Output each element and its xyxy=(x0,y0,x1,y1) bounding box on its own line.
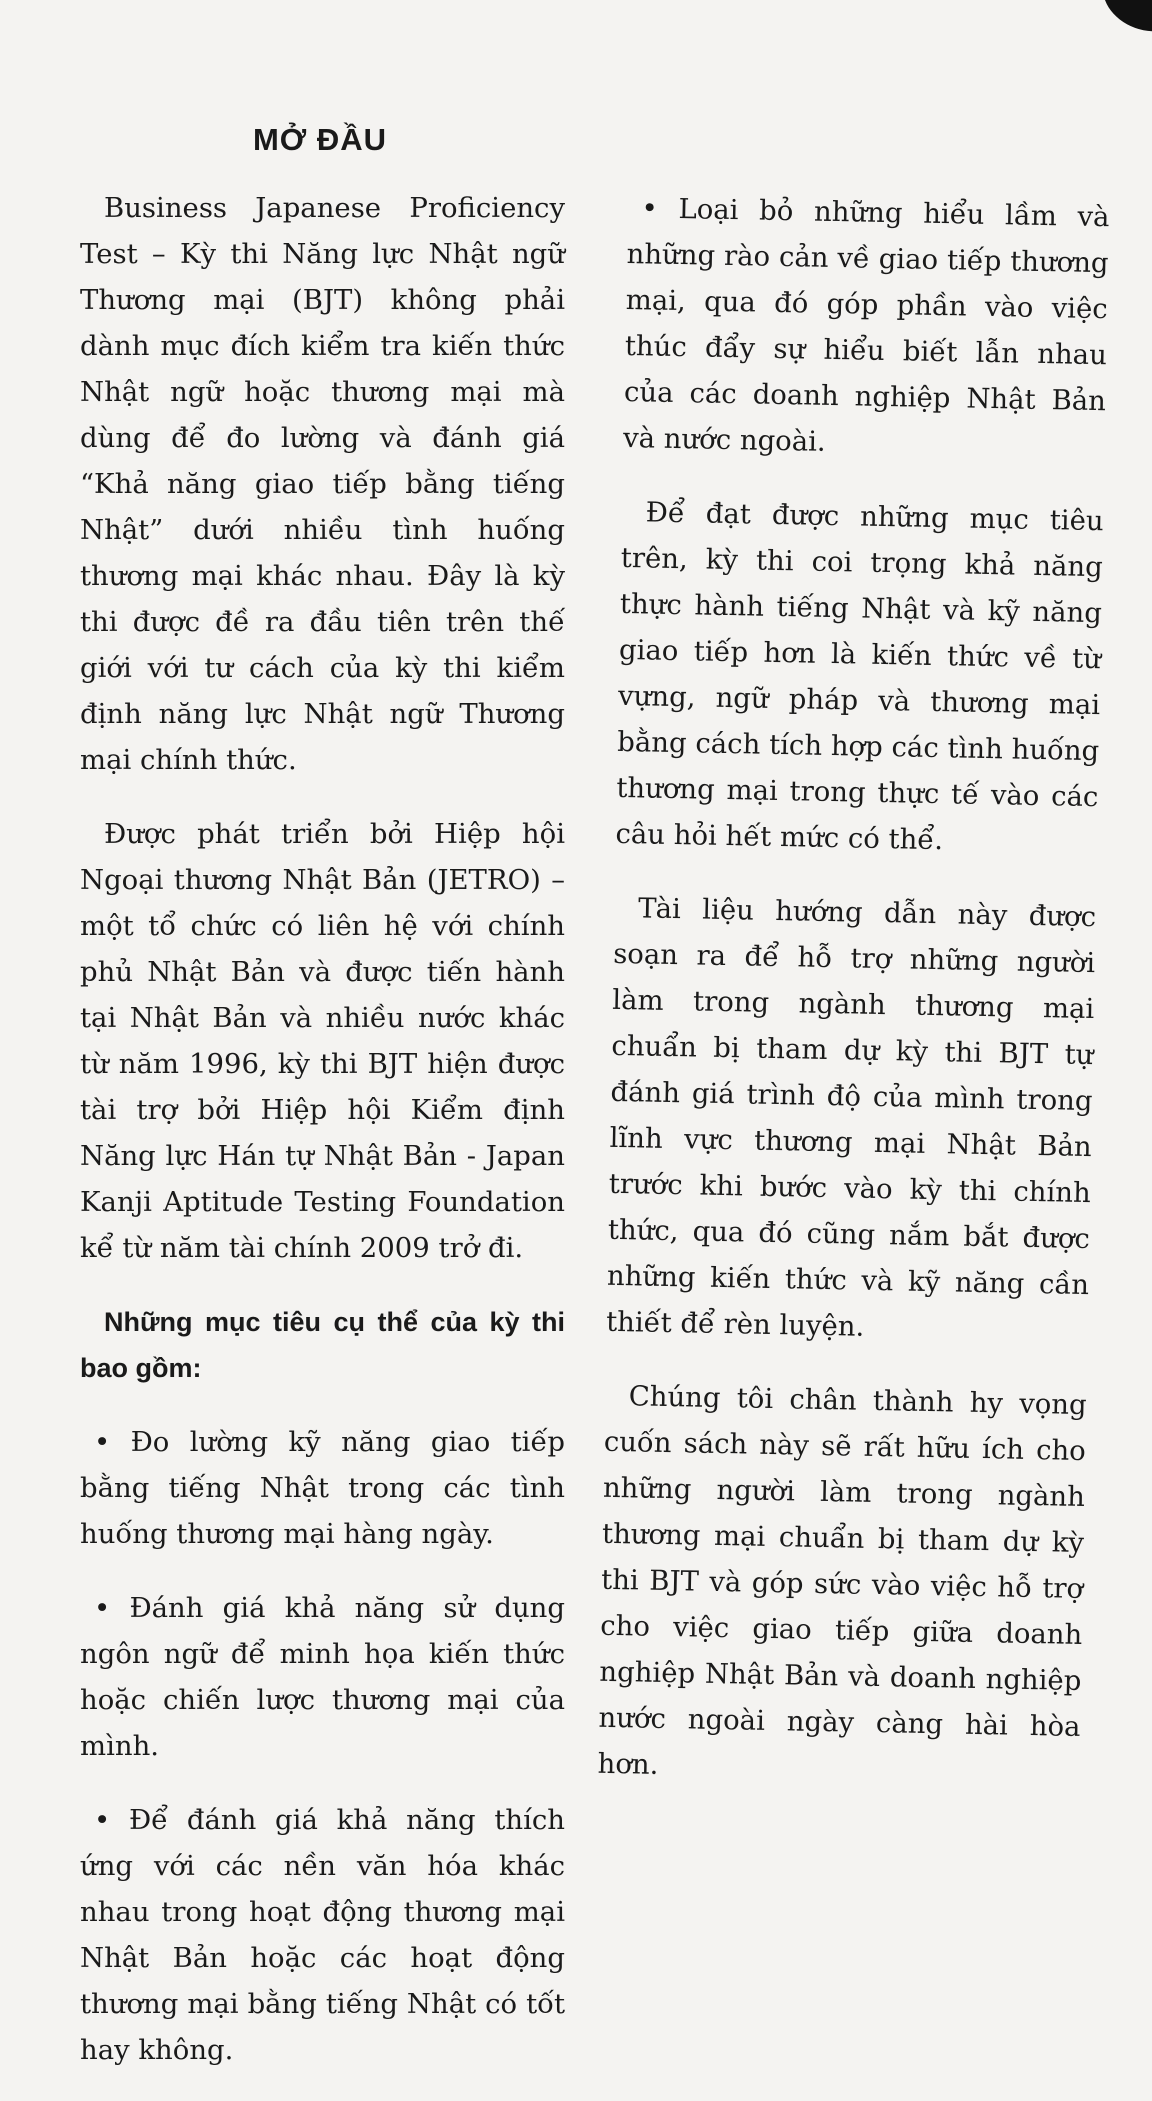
jetro-paragraph: Được phát triển bởi Hiệp hội Ngoại thương Nhật Bản (JETRO) – một tổ chức có liên hệ với chính phủ Nhật Bản và được tiến hành tại Nhật Bản và nhiều nước khác từ năm 1996, kỳ thi BJT hiện được tài trợ bởi Hiệp hội Kiểm định Năng lực Hán tự Nhật Bản - Japan Kanji Aptitude Testing Foundation kể từ năm tài chính 2009 trở đi. xyxy=(80,818,565,1264)
objective-item: • Để đánh giá khả năng thích ứng với các nền văn hóa khác nhau trong hoạt động thương mại Nhật Bản hoặc các hoạt động thương mại bằng tiếng Nhật có tốt hay không. xyxy=(80,1804,565,2066)
objectives-heading: Những mục tiêu cụ thể của kỳ thi bao gồm: xyxy=(80,1307,565,1383)
objective-item: • Loại bỏ những hiểu lầm và những rào cản về giao tiếp thương mại, qua đó góp phần vào việc thúc đẩy sự hiểu biết lẫn nhau của các doanh nghiệp Nhật Bản và nước ngoài. xyxy=(622,192,1110,458)
closing-paragraph: Chúng tôi chân thành hy vọng cuốn sách này sẽ rất hữu ích cho những người làm trong ngành thương mại chuẩn bị tham dự kỳ thi BJT và góp sức vào việc hỗ trợ cho việc giao tiếp giữa doanh nghiệp Nhật Bản và doanh nghiệp nước ngoài ngày càng hài hòa hơn. xyxy=(597,1380,1087,1781)
goals-paragraph: Để đạt được những mục tiêu trên, kỳ thi coi trọng khả năng thực hành tiếng Nhật và kỹ năng giao tiếp hơn là kiến thức về từ vựng, ngữ pháp và thương mại bằng cách tích hợp các tình huống thương mại trong thực tế vào các câu hỏi hết mức có thể. xyxy=(615,496,1104,857)
left-column xyxy=(80,185,565,2101)
right-column xyxy=(597,185,1110,1824)
corner-shadow xyxy=(1093,0,1152,43)
objective-item: • Đánh giá khả năng sử dụng ngôn ngữ để minh họa kiến thức hoặc chiến lược thương mại của mình. xyxy=(80,1592,565,1762)
purpose-paragraph: Tài liệu hướng dẫn này được soạn ra để hỗ trợ những người làm trong ngành thương mại chuẩn bị tham dự kỳ thi BJT tự đánh giá trình độ của mình trong lĩnh vực thương mại Nhật Bản trước khi bước vào kỳ thi chính thức, qua đó cũng nắm bắt được những kiến thức và kỹ năng cần thiết để rèn luyện. xyxy=(605,892,1097,1343)
objective-item: • Đo lường kỹ năng giao tiếp bằng tiếng Nhật trong các tình huống thương mại hàng ngày. xyxy=(80,1426,565,1550)
page-title: MỞ ĐẦU xyxy=(252,122,388,157)
intro-paragraph: Business Japanese Proficiency Test – Kỳ thi Năng lực Nhật ngữ Thương mại (BJT) không phải dành mục đích kiểm tra kiến thức Nhật ngữ hoặc thương mại mà dùng để đo lường và đánh giá “Khả năng giao tiếp bằng tiếng Nhật” dưới nhiều tình huống thương mại khác nhau. Đây là kỳ thi được đề ra đầu tiên trên thế giới với tư cách của kỳ thi kiểm định năng lực Nhật ngữ Thương mại chính thức. xyxy=(80,192,565,776)
